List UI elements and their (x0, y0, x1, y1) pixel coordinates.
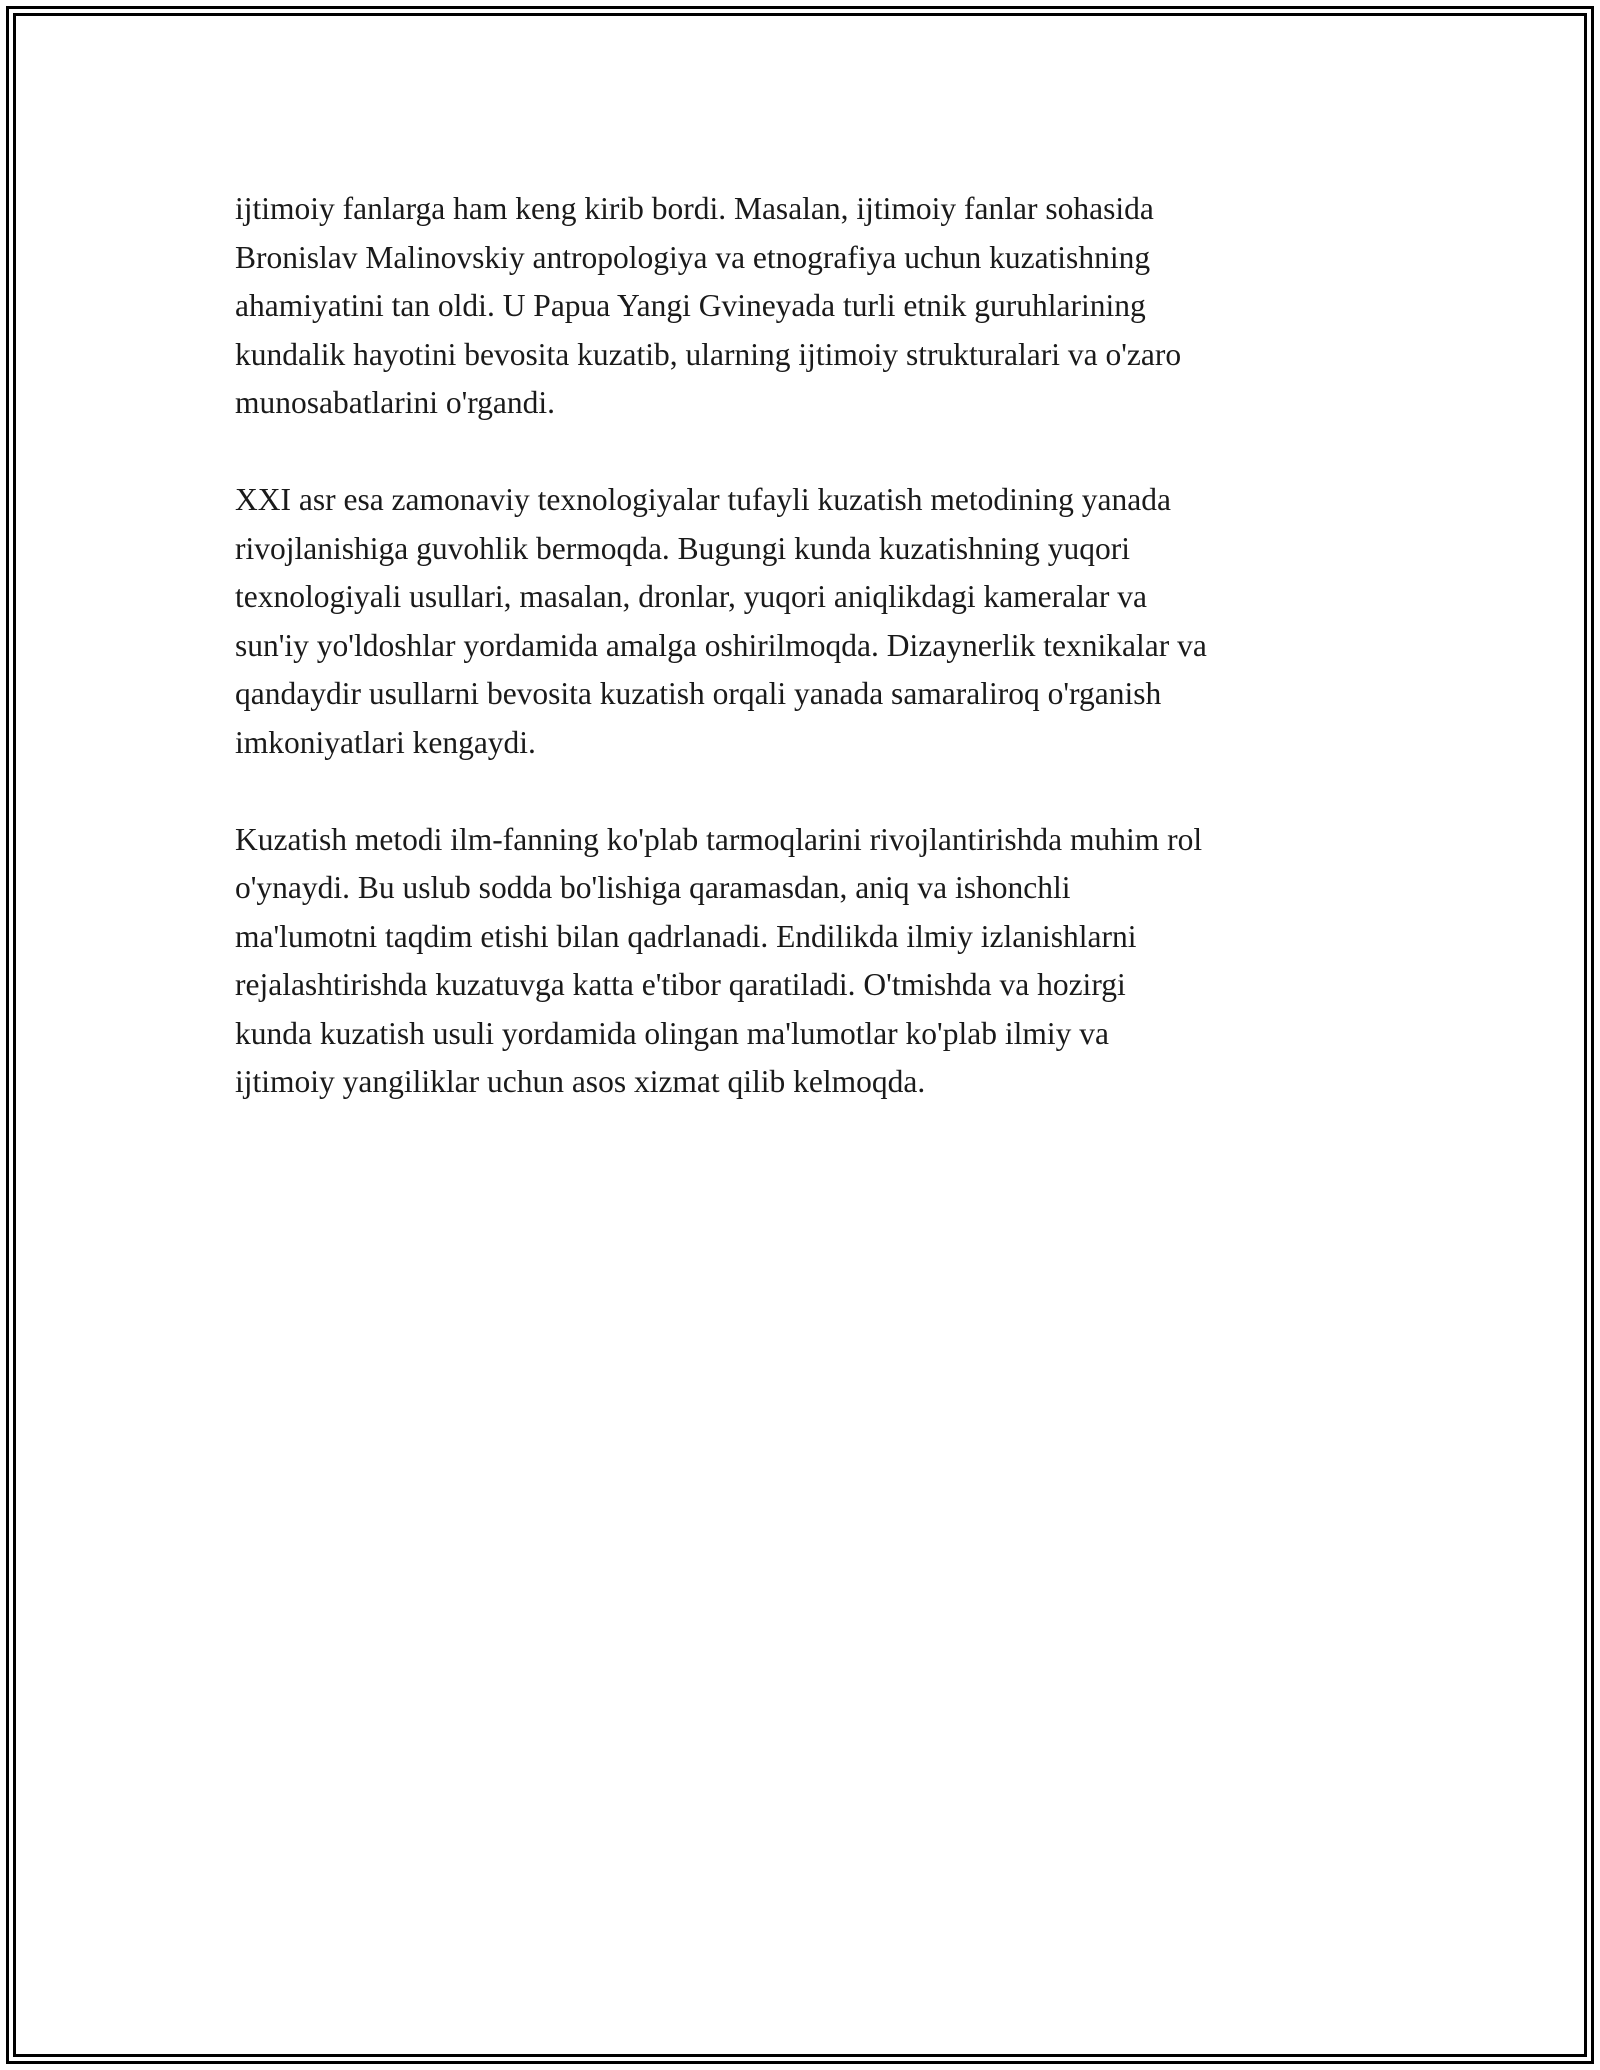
text-line: texnologiyali usullari, masalan, dronlar, yuqori aniqlikdagi kameralar va (235, 579, 1147, 614)
text-line: ma'lumotni taqdim etishi bilan qadrlanadi. Endilikda ilmiy izlanishlarni (235, 918, 1137, 954)
text-line: XXI asr esa zamonaviy texnologiyalar tufayli kuzatish metodining yanada (235, 482, 1171, 517)
document-body (235, 185, 1375, 1155)
paragraph-2 (235, 476, 1375, 767)
text-line: ahamiyatini tan oldi. U Papua Yangi Gvineyada turli etnik guruhlarining (235, 288, 1146, 323)
text-line: kunda kuzatish usuli yordamida olingan ma'lumotlar ko'plab ilmiy va (235, 1015, 1109, 1051)
paragraph-1 (235, 185, 1375, 428)
text-line: munosabatlarini o'rgandi. (235, 385, 556, 420)
text-line: rivojlanishiga guvohlik bermoqda. Bugungi kunda kuzatishning yuqori (235, 530, 1131, 566)
text-line: imkoniyatlari kengaydi. (235, 724, 536, 760)
text-line: Bronislav Malinovskiy antropologiya va etnografiya uchun kuzatishning (235, 239, 1151, 275)
text-line: ijtimoiy yangiliklar uchun asos xizmat qilib kelmoqda. (235, 1064, 926, 1099)
text-line: rejalashtirishda kuzatuvga katta e'tibor qaratiladi. O'tmishda va hozirgi (235, 967, 1126, 1002)
text-line: sun'iy yo'ldoshlar yordamida amalga oshirilmoqda. Dizaynerlik texnikalar va (235, 627, 1207, 663)
text-line: qandaydir usullarni bevosita kuzatish orqali yanada samaraliroq o'rganish (235, 676, 1162, 711)
paragraph-3 (235, 816, 1375, 1107)
text-line: kundalik hayotini bevosita kuzatib, ularning ijtimoiy strukturalari va o'zaro (235, 336, 1182, 372)
text-line: ijtimoiy fanlarga ham keng kirib bordi. Masalan, ijtimoiy fanlar sohasida (235, 191, 1154, 226)
text-line: Kuzatish metodi ilm-fanning ko'plab tarmoqlarini rivojlantirishda muhim rol (235, 821, 1203, 857)
text-line: o'ynaydi. Bu uslub sodda bo'lishiga qaramasdan, aniq va ishonchli (235, 870, 1071, 905)
